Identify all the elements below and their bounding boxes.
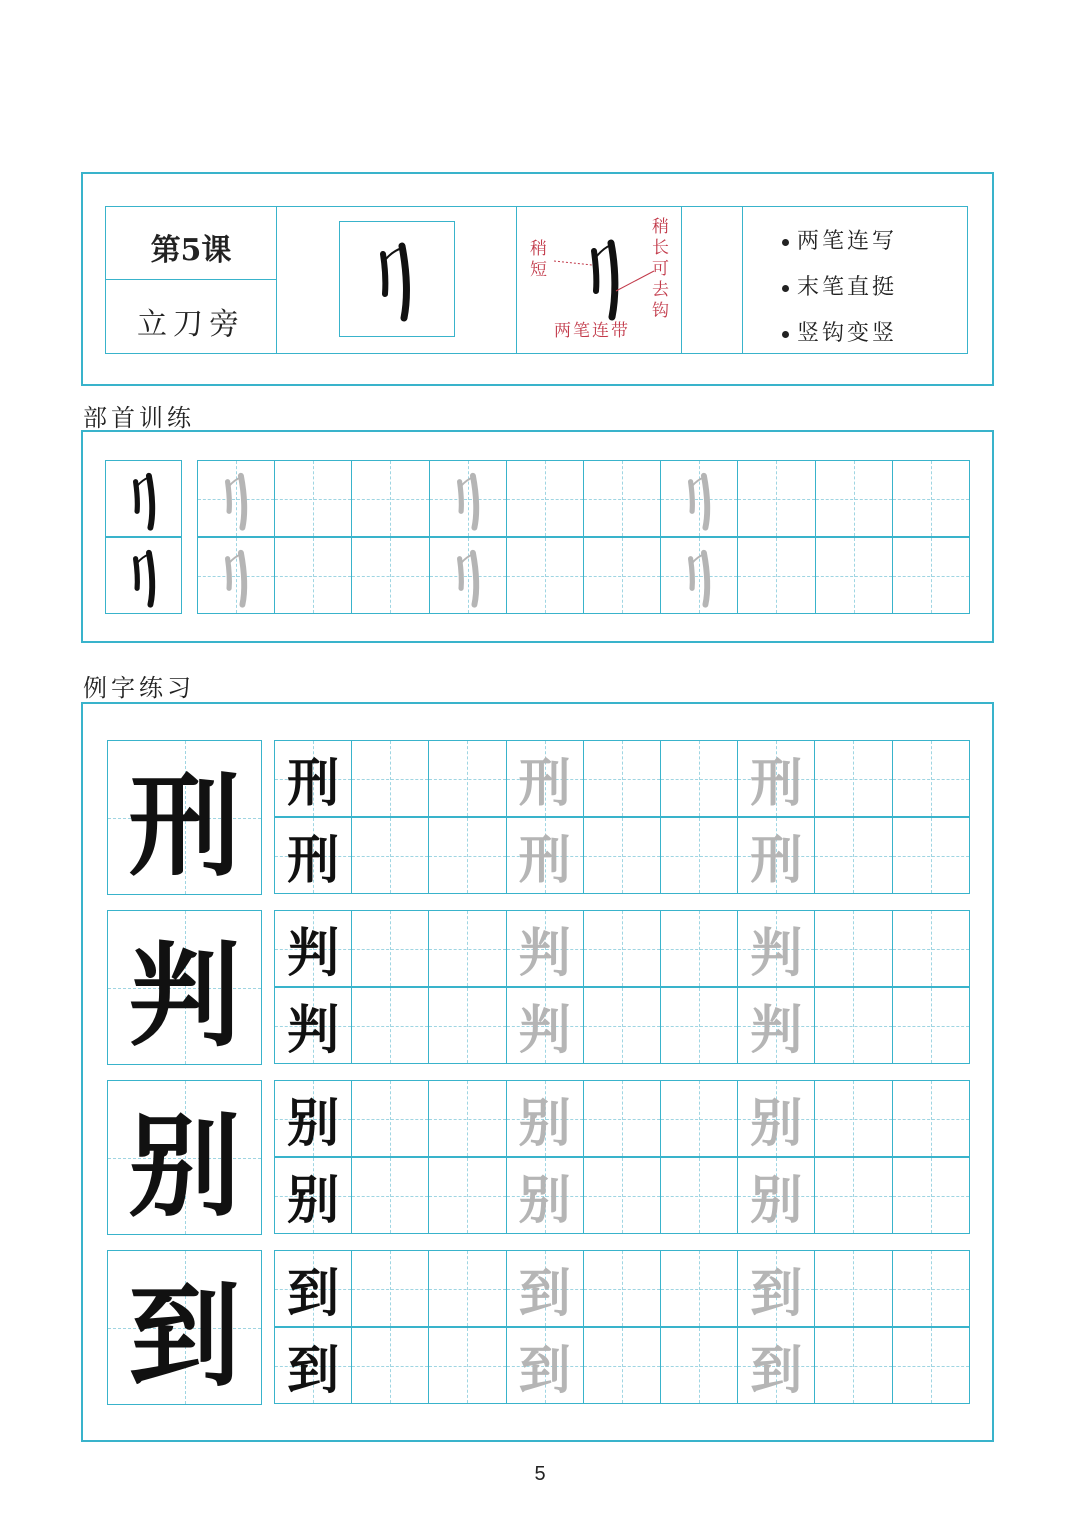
practice-cell[interactable] (274, 740, 352, 817)
practice-cell[interactable] (660, 1327, 738, 1404)
practice-cell[interactable] (506, 460, 584, 537)
practice-cell[interactable] (351, 1080, 429, 1157)
practice-cell[interactable] (660, 1157, 738, 1234)
lesson-header (105, 206, 968, 354)
practice-cell[interactable] (815, 537, 893, 614)
practice-cell[interactable] (274, 1327, 352, 1404)
practice-cell[interactable] (737, 537, 815, 614)
divider (516, 207, 517, 353)
practice-cell[interactable] (428, 1080, 506, 1157)
section-title-example-practice: 例字练习 (83, 674, 195, 702)
practice-cell[interactable] (351, 817, 429, 894)
divider (681, 207, 682, 353)
example-model-cell[interactable] (107, 740, 262, 895)
guide-line (815, 1196, 891, 1197)
example-model-char: 别 (128, 1101, 241, 1232)
practice-cell[interactable] (814, 987, 892, 1064)
practice-cell[interactable] (428, 1250, 506, 1327)
practice-cell[interactable] (892, 1327, 970, 1404)
divider (742, 207, 743, 353)
practice-cell[interactable] (428, 740, 506, 817)
guide-line (815, 856, 891, 857)
practice-cell[interactable] (197, 460, 275, 537)
note-slightly-long: 稍 长 可 去 钩 (652, 217, 669, 321)
guide-line (507, 576, 583, 577)
guide-line (893, 1026, 969, 1027)
example-trace-char: 刑 (750, 753, 803, 814)
practice-cell[interactable] (892, 987, 970, 1064)
tip-item: 两笔连写 (782, 219, 897, 265)
model-cell[interactable] (105, 460, 182, 537)
guide-line (893, 856, 969, 857)
guide-line (893, 1366, 969, 1367)
guide-line (429, 949, 505, 950)
example-model-char: 判 (128, 931, 241, 1062)
practice-cell[interactable] (506, 1157, 584, 1234)
practice-cell[interactable] (274, 1080, 352, 1157)
practice-cell[interactable] (506, 987, 584, 1064)
guide-line (429, 1366, 505, 1367)
note-slightly-short: 稍 短 (530, 239, 547, 280)
guide-line (429, 1026, 505, 1027)
practice-cell[interactable] (506, 1080, 584, 1157)
guide-line (738, 576, 814, 577)
practice-cell[interactable] (814, 1157, 892, 1234)
practice-cell[interactable] (814, 1080, 892, 1157)
practice-cell[interactable] (428, 910, 506, 987)
guide-line (352, 576, 428, 577)
example-trace-char: 别 (750, 1093, 803, 1154)
tips-list (782, 219, 897, 357)
practice-cell[interactable] (815, 460, 893, 537)
radical-trace-glyph (430, 461, 504, 535)
practice-cell[interactable] (351, 1327, 429, 1404)
example-char: 刑 (287, 753, 340, 814)
guide-line (352, 1119, 428, 1120)
example-char: 到 (287, 1340, 340, 1401)
practice-cell[interactable] (428, 1327, 506, 1404)
guide-line (816, 576, 892, 577)
guide-line (893, 499, 969, 500)
practice-cell[interactable] (274, 460, 352, 537)
guide-line (429, 1196, 505, 1197)
guide-line (661, 856, 737, 857)
guide-line (893, 1196, 969, 1197)
guide-line (661, 1366, 737, 1367)
bullet-icon (782, 285, 789, 292)
practice-cell[interactable] (660, 817, 738, 894)
practice-cell[interactable] (428, 987, 506, 1064)
guide-line (893, 1289, 969, 1290)
example-char: 别 (287, 1093, 340, 1154)
practice-cell[interactable] (814, 910, 892, 987)
practice-cell[interactable] (737, 460, 815, 537)
practice-cell[interactable] (583, 460, 661, 537)
guide-line (429, 1119, 505, 1120)
practice-cell[interactable] (506, 910, 584, 987)
practice-cell[interactable] (737, 1157, 815, 1234)
divider (276, 207, 277, 353)
bullet-icon (782, 239, 789, 246)
radical-demo-box (339, 221, 455, 337)
guide-line (352, 779, 428, 780)
guide-line (661, 949, 737, 950)
practice-cell[interactable] (506, 537, 584, 614)
practice-cell[interactable] (429, 537, 507, 614)
bullet-icon (782, 331, 789, 338)
guide-line (815, 1119, 891, 1120)
practice-cell[interactable] (506, 740, 584, 817)
example-trace-char: 到 (750, 1263, 803, 1324)
practice-cell[interactable] (814, 1327, 892, 1404)
example-trace-char: 到 (518, 1263, 571, 1324)
practice-cell[interactable] (660, 460, 738, 537)
example-trace-char: 别 (750, 1170, 803, 1231)
practice-cell[interactable] (737, 1327, 815, 1404)
guide-line (893, 576, 969, 577)
guide-line (815, 949, 891, 950)
tip-item: 末笔直挺 (782, 265, 897, 311)
practice-cell[interactable] (583, 987, 661, 1064)
guide-line (584, 1289, 660, 1290)
guide-line (661, 779, 737, 780)
practice-cell[interactable] (892, 1080, 970, 1157)
practice-cell[interactable] (274, 1250, 352, 1327)
guide-line (661, 1119, 737, 1120)
radical-trace-glyph (661, 538, 735, 612)
example-char: 到 (287, 1263, 340, 1324)
practice-cell[interactable] (892, 1157, 970, 1234)
example-trace-char: 别 (518, 1093, 571, 1154)
guide-line (584, 1366, 660, 1367)
practice-cell[interactable] (660, 910, 738, 987)
practice-cell[interactable] (428, 1157, 506, 1234)
guide-line (815, 1289, 891, 1290)
practice-cell[interactable] (660, 1250, 738, 1327)
example-trace-char: 判 (518, 923, 571, 984)
example-model-cell[interactable] (107, 1080, 262, 1235)
practice-cell[interactable] (583, 1080, 661, 1157)
example-model-cell[interactable] (107, 1250, 262, 1405)
practice-cell[interactable] (660, 537, 738, 614)
radical-name: 立刀旁 (137, 307, 245, 342)
practice-cell[interactable] (506, 1250, 584, 1327)
practice-cell[interactable] (892, 910, 970, 987)
practice-cell[interactable] (583, 537, 661, 614)
practice-cell[interactable] (583, 740, 661, 817)
practice-cell[interactable] (351, 1157, 429, 1234)
guide-line (816, 499, 892, 500)
guide-line (584, 1196, 660, 1197)
guide-line (275, 576, 351, 577)
practice-cell[interactable] (737, 817, 815, 894)
practice-cell[interactable] (274, 537, 352, 614)
guide-line (893, 1119, 969, 1120)
guide-line (429, 1289, 505, 1290)
practice-cell[interactable] (506, 817, 584, 894)
practice-cell[interactable] (814, 1250, 892, 1327)
guide-line (584, 779, 660, 780)
guide-line (893, 949, 969, 950)
practice-cell[interactable] (583, 1157, 661, 1234)
practice-cell[interactable] (351, 910, 429, 987)
guide-line (584, 1026, 660, 1027)
practice-cell[interactable] (660, 740, 738, 817)
guide-line (352, 1289, 428, 1290)
example-model-char: 刑 (128, 761, 241, 892)
example-trace-char: 判 (750, 923, 803, 984)
practice-cell[interactable] (197, 537, 275, 614)
example-trace-char: 刑 (750, 830, 803, 891)
practice-cell[interactable] (892, 537, 970, 614)
practice-cell[interactable] (892, 460, 970, 537)
practice-cell[interactable] (814, 817, 892, 894)
practice-cell[interactable] (506, 1327, 584, 1404)
example-char: 刑 (287, 830, 340, 891)
guide-line (584, 576, 660, 577)
practice-cell[interactable] (814, 740, 892, 817)
guide-line (584, 856, 660, 857)
practice-cell[interactable] (351, 987, 429, 1064)
guide-line (661, 1289, 737, 1290)
guide-line (429, 779, 505, 780)
practice-cell[interactable] (274, 817, 352, 894)
guide-line (738, 499, 814, 500)
practice-cell[interactable] (892, 817, 970, 894)
practice-cell[interactable] (274, 910, 352, 987)
practice-cell[interactable] (737, 987, 815, 1064)
radical-model-glyph (106, 461, 180, 535)
guide-line (507, 499, 583, 500)
guide-line (352, 949, 428, 950)
practice-cell[interactable] (351, 740, 429, 817)
page-number: 5 (534, 1463, 546, 1485)
example-trace-char: 别 (518, 1170, 571, 1231)
practice-cell[interactable] (892, 740, 970, 817)
radical-trace-glyph (198, 461, 272, 535)
tip-item: 竖钩变竖 (782, 311, 897, 357)
practice-cell[interactable] (429, 460, 507, 537)
practice-cell[interactable] (351, 1250, 429, 1327)
guide-line (352, 1026, 428, 1027)
practice-cell[interactable] (583, 1327, 661, 1404)
note-connected-strokes: 两笔连带 (554, 321, 630, 341)
practice-cell[interactable] (583, 910, 661, 987)
section-title-radical-training: 部首训练 (83, 404, 195, 432)
practice-cell[interactable] (583, 817, 661, 894)
practice-cell[interactable] (274, 987, 352, 1064)
radical-glyph-large (340, 222, 453, 335)
example-model-cell[interactable] (107, 910, 262, 1065)
practice-cell[interactable] (274, 1157, 352, 1234)
radical-trace-glyph (430, 538, 504, 612)
practice-cell[interactable] (351, 460, 429, 537)
radical-trace-glyph (661, 461, 735, 535)
example-trace-char: 判 (518, 1000, 571, 1061)
guide-line (352, 499, 428, 500)
guide-line (893, 779, 969, 780)
practice-cell[interactable] (892, 1250, 970, 1327)
practice-cell[interactable] (737, 740, 815, 817)
guide-line (352, 1366, 428, 1367)
guide-line (584, 949, 660, 950)
guide-line (661, 1026, 737, 1027)
guide-line (352, 856, 428, 857)
guide-line (352, 1196, 428, 1197)
radical-model-glyph (106, 538, 180, 612)
guide-line (815, 1026, 891, 1027)
practice-cell[interactable] (737, 910, 815, 987)
guide-line (584, 499, 660, 500)
guide-line (275, 499, 351, 500)
practice-cell[interactable] (737, 1080, 815, 1157)
radical-trace-glyph (198, 538, 272, 612)
practice-cell[interactable] (737, 1250, 815, 1327)
practice-cell[interactable] (660, 1080, 738, 1157)
example-model-char: 到 (128, 1271, 241, 1402)
practice-cell[interactable] (660, 987, 738, 1064)
example-char: 判 (287, 923, 340, 984)
example-trace-char: 到 (750, 1340, 803, 1401)
example-trace-char: 到 (518, 1340, 571, 1401)
example-trace-char: 刑 (518, 830, 571, 891)
example-trace-char: 判 (750, 1000, 803, 1061)
divider (106, 279, 276, 280)
practice-cell[interactable] (351, 537, 429, 614)
guide-line (815, 779, 891, 780)
guide-line (429, 856, 505, 857)
lesson-number: 第5课 (150, 233, 232, 268)
model-cell[interactable] (105, 537, 182, 614)
guide-line (661, 1196, 737, 1197)
guide-line (584, 1119, 660, 1120)
example-trace-char: 刑 (518, 753, 571, 814)
guide-line (815, 1366, 891, 1367)
example-char: 别 (287, 1170, 340, 1231)
practice-cell[interactable] (583, 1250, 661, 1327)
practice-cell[interactable] (428, 817, 506, 894)
example-char: 判 (287, 1000, 340, 1061)
